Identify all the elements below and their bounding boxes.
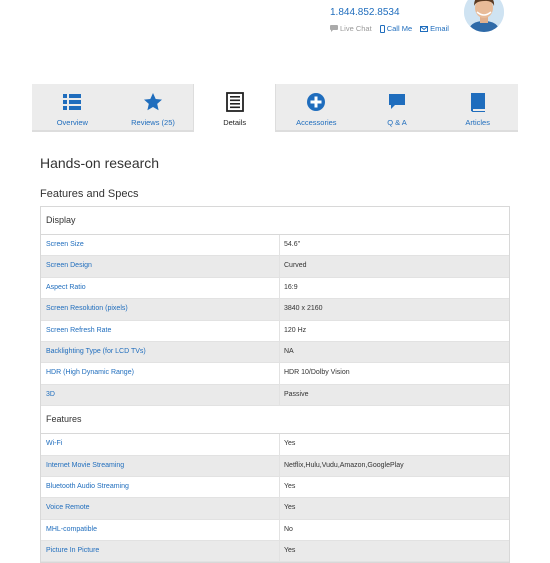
live-chat-label: Live Chat	[340, 24, 372, 33]
spec-value: Yes	[284, 547, 296, 555]
tab-qa-label: Q & A	[387, 118, 407, 127]
spec-key[interactable]: Screen Resolution (pixels)	[41, 299, 280, 319]
tab-qa[interactable]	[357, 84, 438, 130]
spec-row	[41, 541, 509, 562]
agent-avatar	[464, 0, 504, 32]
spec-row	[41, 363, 509, 384]
tab-articles[interactable]	[437, 84, 518, 130]
spec-key[interactable]: Screen Design	[41, 256, 280, 276]
chat-icon	[330, 25, 338, 32]
call-me-label: Call Me	[386, 24, 413, 33]
spec-key[interactable]: Internet Movie Streaming	[41, 456, 280, 476]
spec-value: Netflix,Hulu,Vudu,Amazon,GooglePlay	[284, 461, 404, 469]
spec-row	[41, 498, 509, 519]
tab-accessories-label: Accessories	[296, 118, 337, 127]
spec-row	[41, 256, 509, 277]
spec-value: Passive	[284, 390, 309, 398]
spec-value: 16:9	[284, 283, 298, 291]
email-label: Email	[430, 24, 449, 33]
spec-row	[41, 456, 509, 477]
display-section-heading: Display	[41, 207, 509, 235]
chat-bubble-icon	[387, 92, 407, 112]
spec-value: Yes	[284, 504, 296, 512]
spec-row	[41, 342, 509, 363]
tab-details[interactable]	[193, 84, 276, 132]
spec-key[interactable]: Picture In Picture	[41, 541, 280, 561]
spec-key[interactable]: Screen Size	[41, 235, 280, 255]
spec-key[interactable]: MHL-compatible	[41, 520, 280, 540]
envelope-icon	[420, 26, 428, 32]
plus-circle-icon	[306, 92, 326, 112]
features-rows	[41, 434, 509, 562]
spec-row	[41, 278, 509, 299]
spec-row	[41, 520, 509, 541]
spec-row	[41, 235, 509, 256]
tab-reviews[interactable]	[113, 84, 194, 130]
spec-value: NA	[284, 347, 294, 355]
list-icon	[62, 92, 82, 112]
spec-row	[41, 299, 509, 320]
email-link[interactable]	[420, 24, 449, 33]
book-icon	[468, 92, 488, 112]
spec-row	[41, 434, 509, 455]
spec-key[interactable]: 3D	[41, 385, 280, 405]
spec-row	[41, 385, 509, 406]
spec-key[interactable]: Aspect Ratio	[41, 278, 280, 298]
mobile-phone-icon	[380, 25, 385, 33]
document-icon	[225, 92, 245, 112]
contact-links	[330, 24, 449, 33]
spec-value: 120 Hz	[284, 326, 307, 334]
page-title: Hands-on research	[40, 155, 160, 171]
spec-key[interactable]: Wi-Fi	[41, 434, 280, 454]
specs-table	[40, 206, 510, 563]
tab-articles-label: Articles	[465, 118, 490, 127]
spec-value: Curved	[284, 262, 307, 270]
phone-number[interactable]: 1.844.852.8534	[330, 7, 400, 18]
tab-overview-label: Overview	[56, 118, 88, 127]
spec-row	[41, 321, 509, 342]
spec-value: HDR 10/Dolby Vision	[284, 369, 350, 377]
tab-reviews-label: Reviews (25)	[131, 118, 175, 127]
spec-row	[41, 477, 509, 498]
section-title: Features and Specs	[40, 188, 139, 200]
display-rows	[41, 235, 509, 406]
tab-overview[interactable]	[32, 84, 113, 130]
tab-accessories[interactable]	[276, 84, 357, 130]
live-chat-link[interactable]	[330, 24, 372, 33]
spec-value: Yes	[284, 440, 296, 448]
tab-details-label: Details	[223, 118, 247, 127]
spec-key[interactable]: Backlighting Type (for LCD TVs)	[41, 342, 280, 362]
spec-value: 54.6"	[284, 241, 301, 248]
features-section-heading: Features	[41, 406, 509, 434]
spec-value: 3840 x 2160	[284, 305, 323, 313]
tab-bar	[32, 84, 518, 132]
spec-value: Yes	[284, 482, 296, 490]
star-icon	[143, 92, 163, 112]
spec-key[interactable]: Bluetooth Audio Streaming	[41, 477, 280, 497]
spec-key[interactable]: HDR (High Dynamic Range)	[41, 363, 280, 383]
spec-key[interactable]: Screen Refresh Rate	[41, 321, 280, 341]
call-me-link[interactable]	[380, 24, 412, 33]
spec-key[interactable]: Voice Remote	[41, 498, 280, 518]
spec-value: No	[284, 525, 293, 533]
